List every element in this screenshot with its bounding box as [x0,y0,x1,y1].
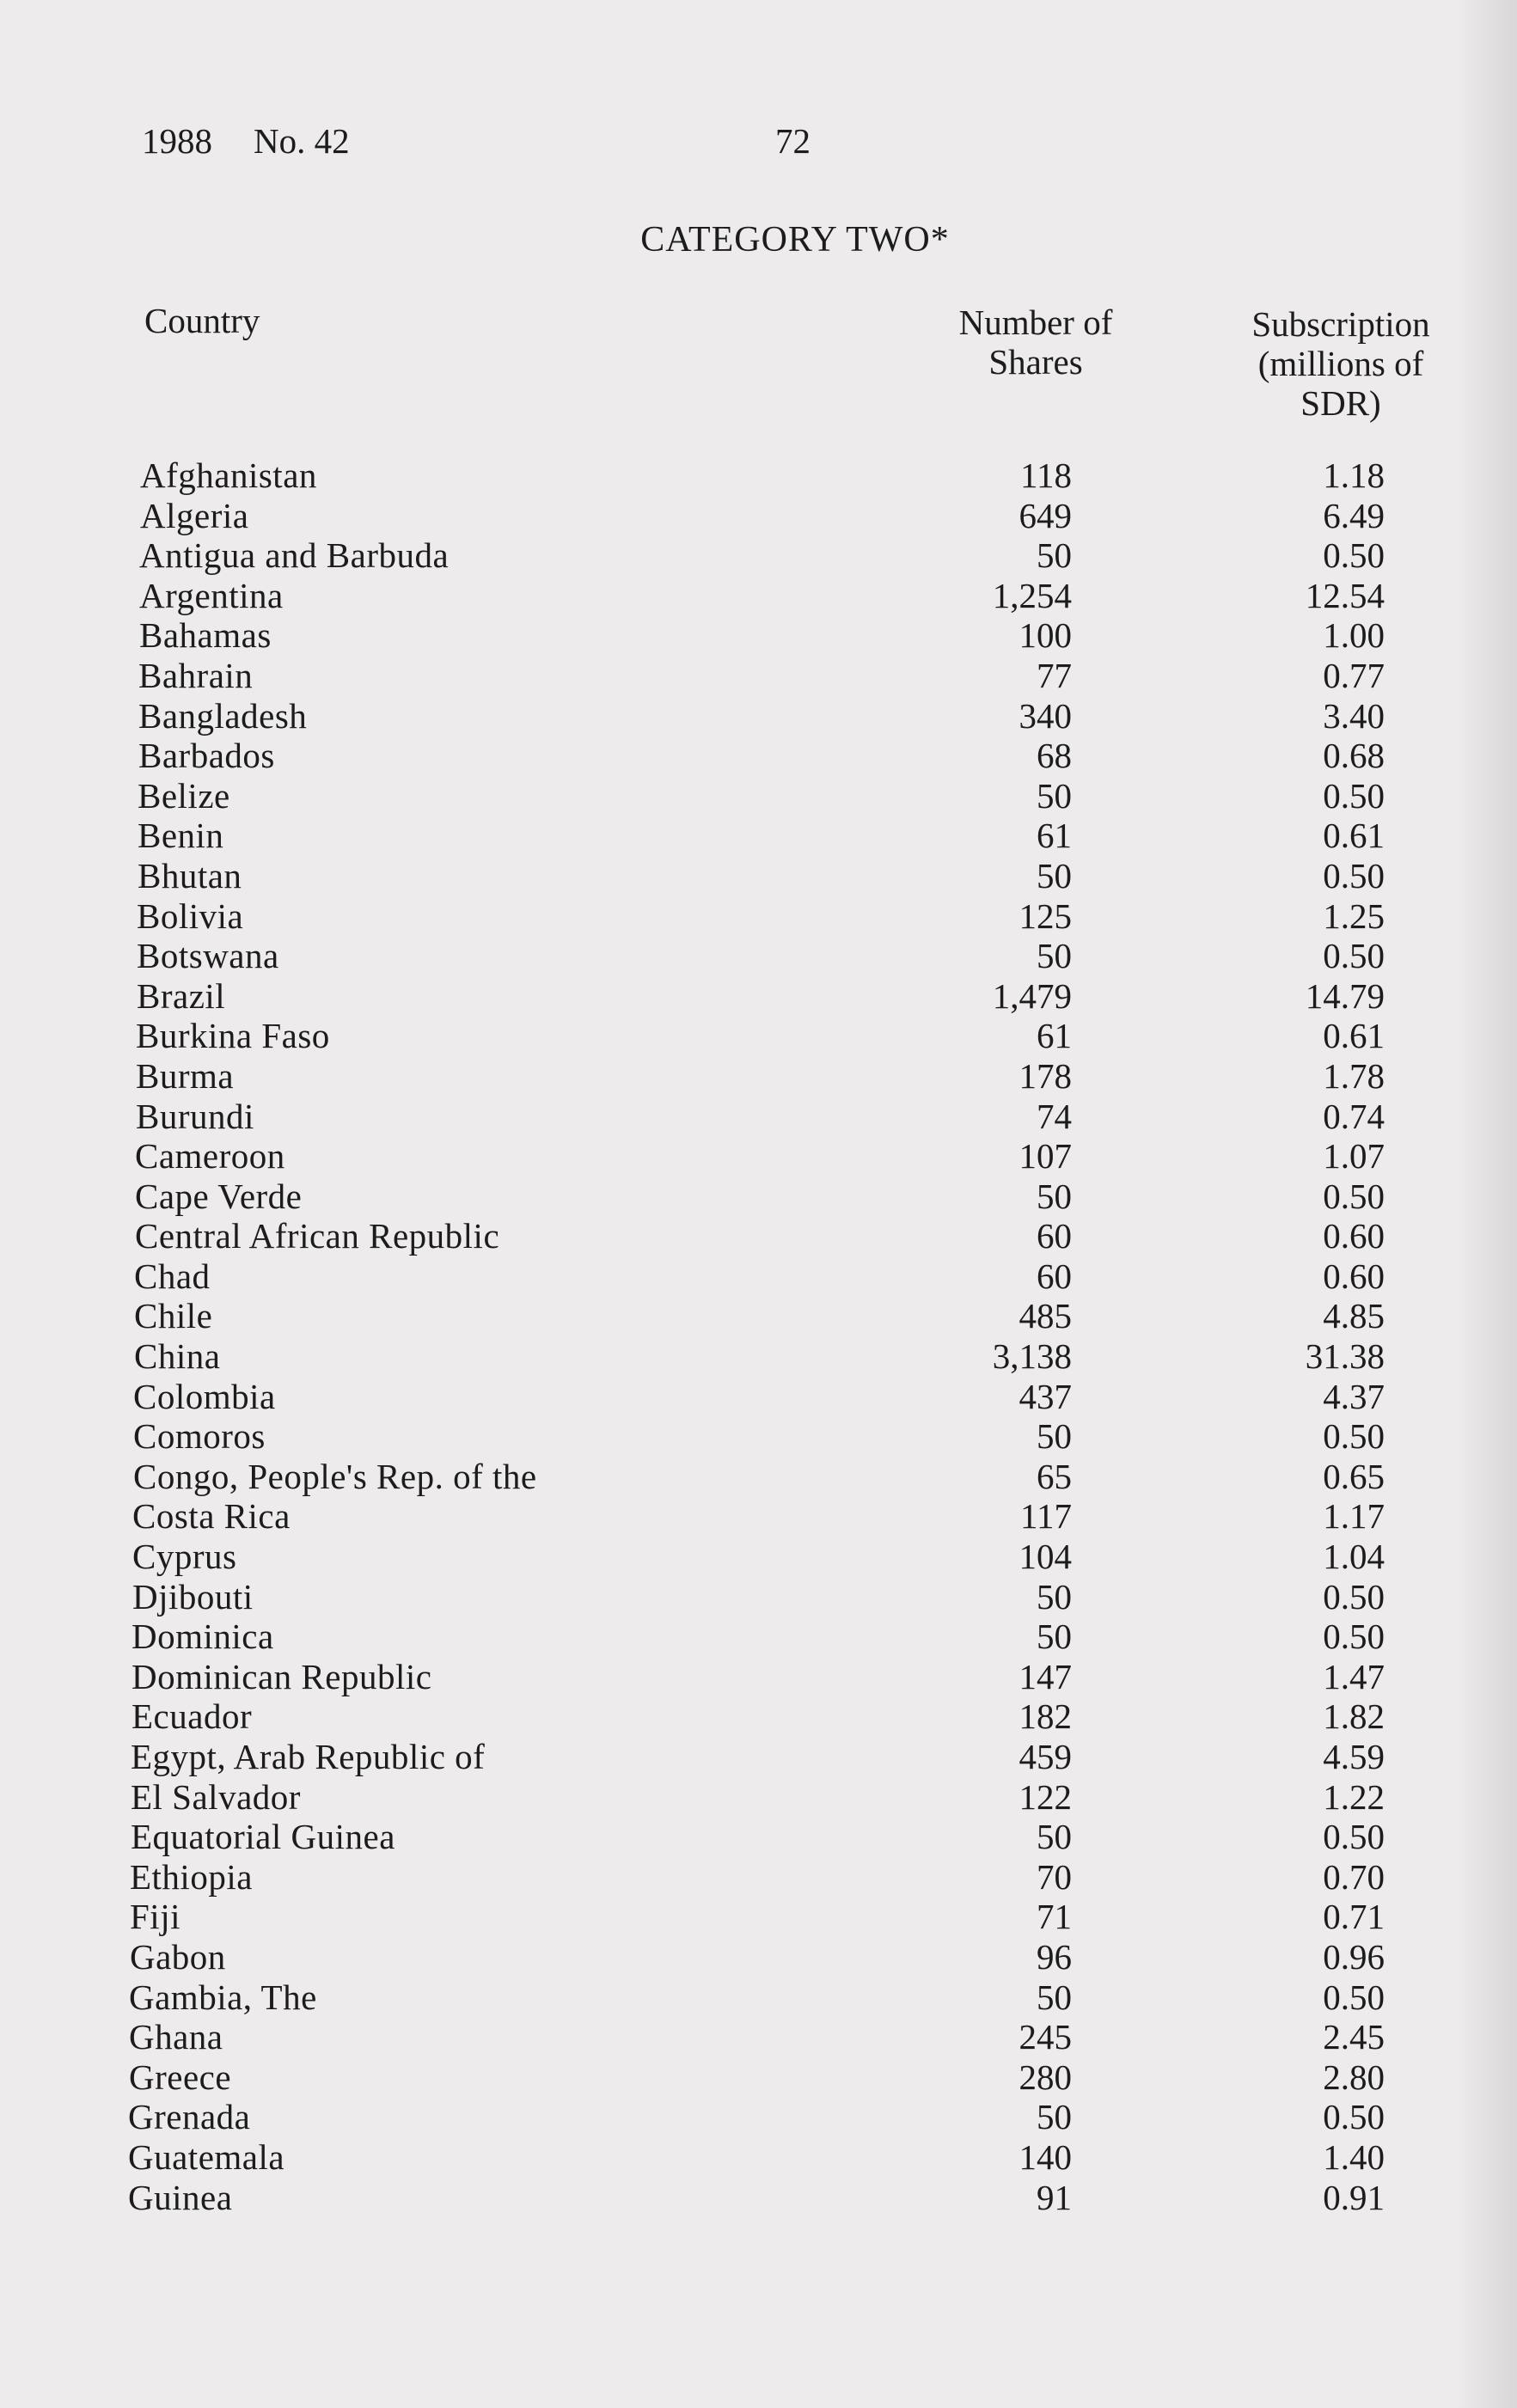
number-of-shares: 96 [1037,1936,1072,1977]
country-name: Burma [136,1055,235,1096]
country-name: Algeria [140,495,249,535]
column-header-subscription-line1: Subscription [1251,304,1430,344]
number-of-shares: 122 [1018,1776,1072,1817]
table-row [0,1377,1517,1417]
table-row [0,1657,1517,1697]
subscription-value: 0.50 [1323,1416,1385,1457]
table-row [0,2017,1517,2057]
column-header-shares-line1: Number of [958,303,1113,342]
subscription-value: 31.38 [1305,1336,1385,1377]
country-name: Greece [129,2057,232,2097]
subscription-value: 0.68 [1323,736,1385,776]
country-name: Guinea [128,2177,233,2217]
table-row [0,1457,1517,1497]
country-name: Belize [138,775,230,816]
country-name: Gambia, The [129,1977,317,2017]
number-of-shares: 147 [1018,1656,1072,1696]
table-row [0,656,1517,696]
number-of-shares: 182 [1018,1696,1072,1737]
subscription-value: 1.47 [1323,1656,1385,1696]
subscription-value: 1.18 [1323,455,1385,495]
country-name: Chile [134,1296,213,1336]
table-row [0,1577,1517,1617]
page-number: 72 [775,121,810,161]
number-of-shares: 77 [1037,655,1072,695]
subscription-value: 0.50 [1323,1617,1385,1657]
number-of-shares: 140 [1018,2136,1072,2177]
country-name: Cape Verde [135,1176,303,1216]
number-of-shares: 1,479 [992,975,1072,1016]
country-name: Fiji [130,1897,180,1937]
table-row [0,1136,1517,1176]
table-row [0,615,1517,656]
number-of-shares: 65 [1037,1456,1072,1496]
table-row [0,1496,1517,1537]
table-row [0,1336,1517,1377]
table-row [0,1857,1517,1898]
subscription-value: 0.50 [1323,1817,1385,1857]
table-row [0,1416,1517,1457]
country-name: Congo, People's Rep. of the [133,1456,537,1496]
table-row [0,2097,1517,2137]
country-name: Benin [138,816,224,856]
country-name: Bangladesh [138,695,308,736]
table-row [0,2137,1517,2178]
number-of-shares: 60 [1037,1256,1072,1296]
country-name: Chad [134,1256,211,1296]
number-of-shares: 459 [1018,1737,1072,1776]
table-row [0,1737,1517,1777]
number-of-shares: 485 [1018,1296,1072,1336]
subscription-value: 0.50 [1323,535,1385,576]
subscription-value: 4.59 [1323,1737,1385,1776]
subscription-value: 1.25 [1323,895,1385,936]
number-of-shares: 61 [1037,1016,1072,1056]
number-of-shares: 91 [1037,2177,1072,2217]
subscription-value: 6.49 [1323,495,1385,535]
number-of-shares: 50 [1037,535,1072,576]
subscription-value: 0.50 [1323,1176,1385,1216]
table-row [0,1296,1517,1336]
table-row [0,1016,1517,1056]
country-name: Afghanistan [140,455,317,495]
number-of-shares: 50 [1037,1817,1072,1857]
country-name: China [134,1336,221,1377]
column-header-subscription-line3: SDR) [1300,383,1381,423]
subscription-value: 3.40 [1323,695,1385,736]
country-name: Comoros [133,1416,266,1457]
table-row [0,2178,1517,2218]
number-of-shares: 50 [1037,1576,1072,1617]
number-of-shares: 50 [1037,855,1072,895]
table-row [0,936,1517,976]
subscription-value: 1.22 [1323,1776,1385,1817]
country-name: Barbados [138,736,275,776]
table-row [0,2057,1517,2098]
table-row [0,976,1517,1017]
column-header-shares [937,303,1135,382]
country-name: Argentina [139,575,284,615]
country-name: Central African Republic [135,1216,500,1256]
header-year: 1988 [142,121,212,161]
number-of-shares: 280 [1018,2057,1072,2097]
country-table [0,455,1517,2217]
country-name: Botswana [137,936,279,976]
subscription-value: 0.61 [1323,816,1385,856]
table-row [0,1977,1517,2018]
country-name: Antigua and Barbuda [139,535,450,576]
table-row [0,736,1517,776]
number-of-shares: 1,254 [992,575,1072,615]
subscription-value: 2.80 [1323,2057,1385,2097]
table-row [0,1216,1517,1256]
country-name: Bahamas [139,615,272,656]
number-of-shares: 104 [1018,1537,1072,1577]
table-row [0,1256,1517,1297]
number-of-shares: 118 [1020,455,1072,495]
number-of-shares: 50 [1037,1416,1072,1457]
column-header-subscription-line2: (millions of [1257,344,1424,383]
subscription-value: 4.85 [1323,1296,1385,1336]
subscription-value: 1.82 [1323,1696,1385,1737]
subscription-value: 0.50 [1323,775,1385,816]
country-name: Equatorial Guinea [131,1817,395,1857]
number-of-shares: 437 [1018,1376,1072,1416]
number-of-shares: 68 [1037,736,1072,776]
country-name: Bolivia [137,895,244,936]
country-name: Ethiopia [130,1856,253,1897]
subscription-value: 0.60 [1323,1216,1385,1256]
subscription-value: 0.50 [1323,1977,1385,2017]
subscription-value: 0.50 [1323,936,1385,976]
number-of-shares: 50 [1037,2097,1072,2137]
table-row [0,696,1517,736]
table-row [0,1056,1517,1097]
column-header-subscription [1225,304,1457,423]
page-title: CATEGORY TWO* [640,220,950,260]
subscription-value: 0.50 [1323,1576,1385,1617]
country-name: Grenada [128,2097,251,2137]
country-name: Burundi [136,1096,254,1136]
subscription-value: 1.00 [1323,615,1385,656]
subscription-value: 1.40 [1323,2136,1385,2177]
number-of-shares: 245 [1018,2017,1072,2057]
country-name: Costa Rica [132,1496,291,1537]
country-name: Dominican Republic [132,1656,432,1696]
subscription-value: 12.54 [1305,575,1385,615]
table-row [0,856,1517,896]
table-row [0,1537,1517,1577]
subscription-value: 0.60 [1323,1256,1385,1296]
column-header-country: Country [144,301,260,340]
number-of-shares: 71 [1037,1897,1072,1937]
subscription-value: 0.50 [1323,2097,1385,2137]
table-row [0,776,1517,816]
subscription-value: 4.37 [1323,1376,1385,1416]
table-row [0,576,1517,616]
number-of-shares: 50 [1037,1617,1072,1657]
subscription-value: 1.04 [1323,1537,1385,1577]
number-of-shares: 3,138 [992,1336,1072,1377]
subscription-value: 1.78 [1323,1055,1385,1096]
number-of-shares: 107 [1018,1136,1072,1176]
table-row [0,816,1517,856]
table-row [0,535,1517,576]
table-row [0,1696,1517,1737]
country-name: Egypt, Arab Republic of [131,1737,486,1776]
country-name: Burkina Faso [136,1016,330,1056]
country-name: Bhutan [138,855,242,895]
subscription-value: 0.71 [1323,1897,1385,1937]
number-of-shares: 649 [1018,495,1072,535]
number-of-shares: 125 [1018,895,1072,936]
country-name: Bahrain [138,655,254,695]
number-of-shares: 50 [1037,1176,1072,1216]
country-name: Guatemala [128,2136,285,2177]
table-row [0,1176,1517,1217]
subscription-value: 1.17 [1323,1496,1385,1537]
country-name: Ecuador [132,1696,253,1737]
number-of-shares: 117 [1020,1496,1072,1537]
table-row [0,896,1517,937]
number-of-shares: 50 [1037,775,1072,816]
number-of-shares: 70 [1037,1856,1072,1897]
number-of-shares: 50 [1037,936,1072,976]
number-of-shares: 50 [1037,1977,1072,2017]
subscription-value: 14.79 [1305,975,1385,1016]
country-name: Ghana [129,2017,223,2057]
table-row [0,496,1517,536]
table-row [0,1817,1517,1857]
country-name: Brazil [137,975,226,1016]
number-of-shares: 100 [1018,615,1072,656]
number-of-shares: 178 [1018,1055,1072,1096]
country-name: Cyprus [132,1537,237,1577]
subscription-value: 1.07 [1323,1136,1385,1176]
subscription-value: 0.96 [1323,1936,1385,1977]
subscription-value: 0.77 [1323,655,1385,695]
country-name: Colombia [133,1376,276,1416]
subscription-value: 0.74 [1323,1096,1385,1136]
header-number: No. 42 [254,121,350,161]
table-row [0,1937,1517,1977]
table-row [0,1777,1517,1818]
number-of-shares: 340 [1018,695,1072,736]
subscription-value: 0.65 [1323,1456,1385,1496]
country-name: Djibouti [132,1576,254,1617]
number-of-shares: 74 [1037,1096,1072,1136]
country-name: Dominica [132,1617,274,1657]
subscription-value: 0.61 [1323,1016,1385,1056]
table-row [0,1097,1517,1137]
table-row [0,1617,1517,1657]
column-header-shares-line2: Shares [988,342,1083,382]
number-of-shares: 61 [1037,816,1072,856]
number-of-shares: 60 [1037,1216,1072,1256]
country-name: Gabon [130,1936,226,1977]
country-name: Cameroon [135,1136,285,1176]
table-row [0,455,1517,496]
country-name: El Salvador [131,1776,301,1817]
subscription-value: 0.50 [1323,855,1385,895]
subscription-value: 0.70 [1323,1856,1385,1897]
table-row [0,1897,1517,1937]
subscription-value: 2.45 [1323,2017,1385,2057]
subscription-value: 0.91 [1323,2177,1385,2217]
